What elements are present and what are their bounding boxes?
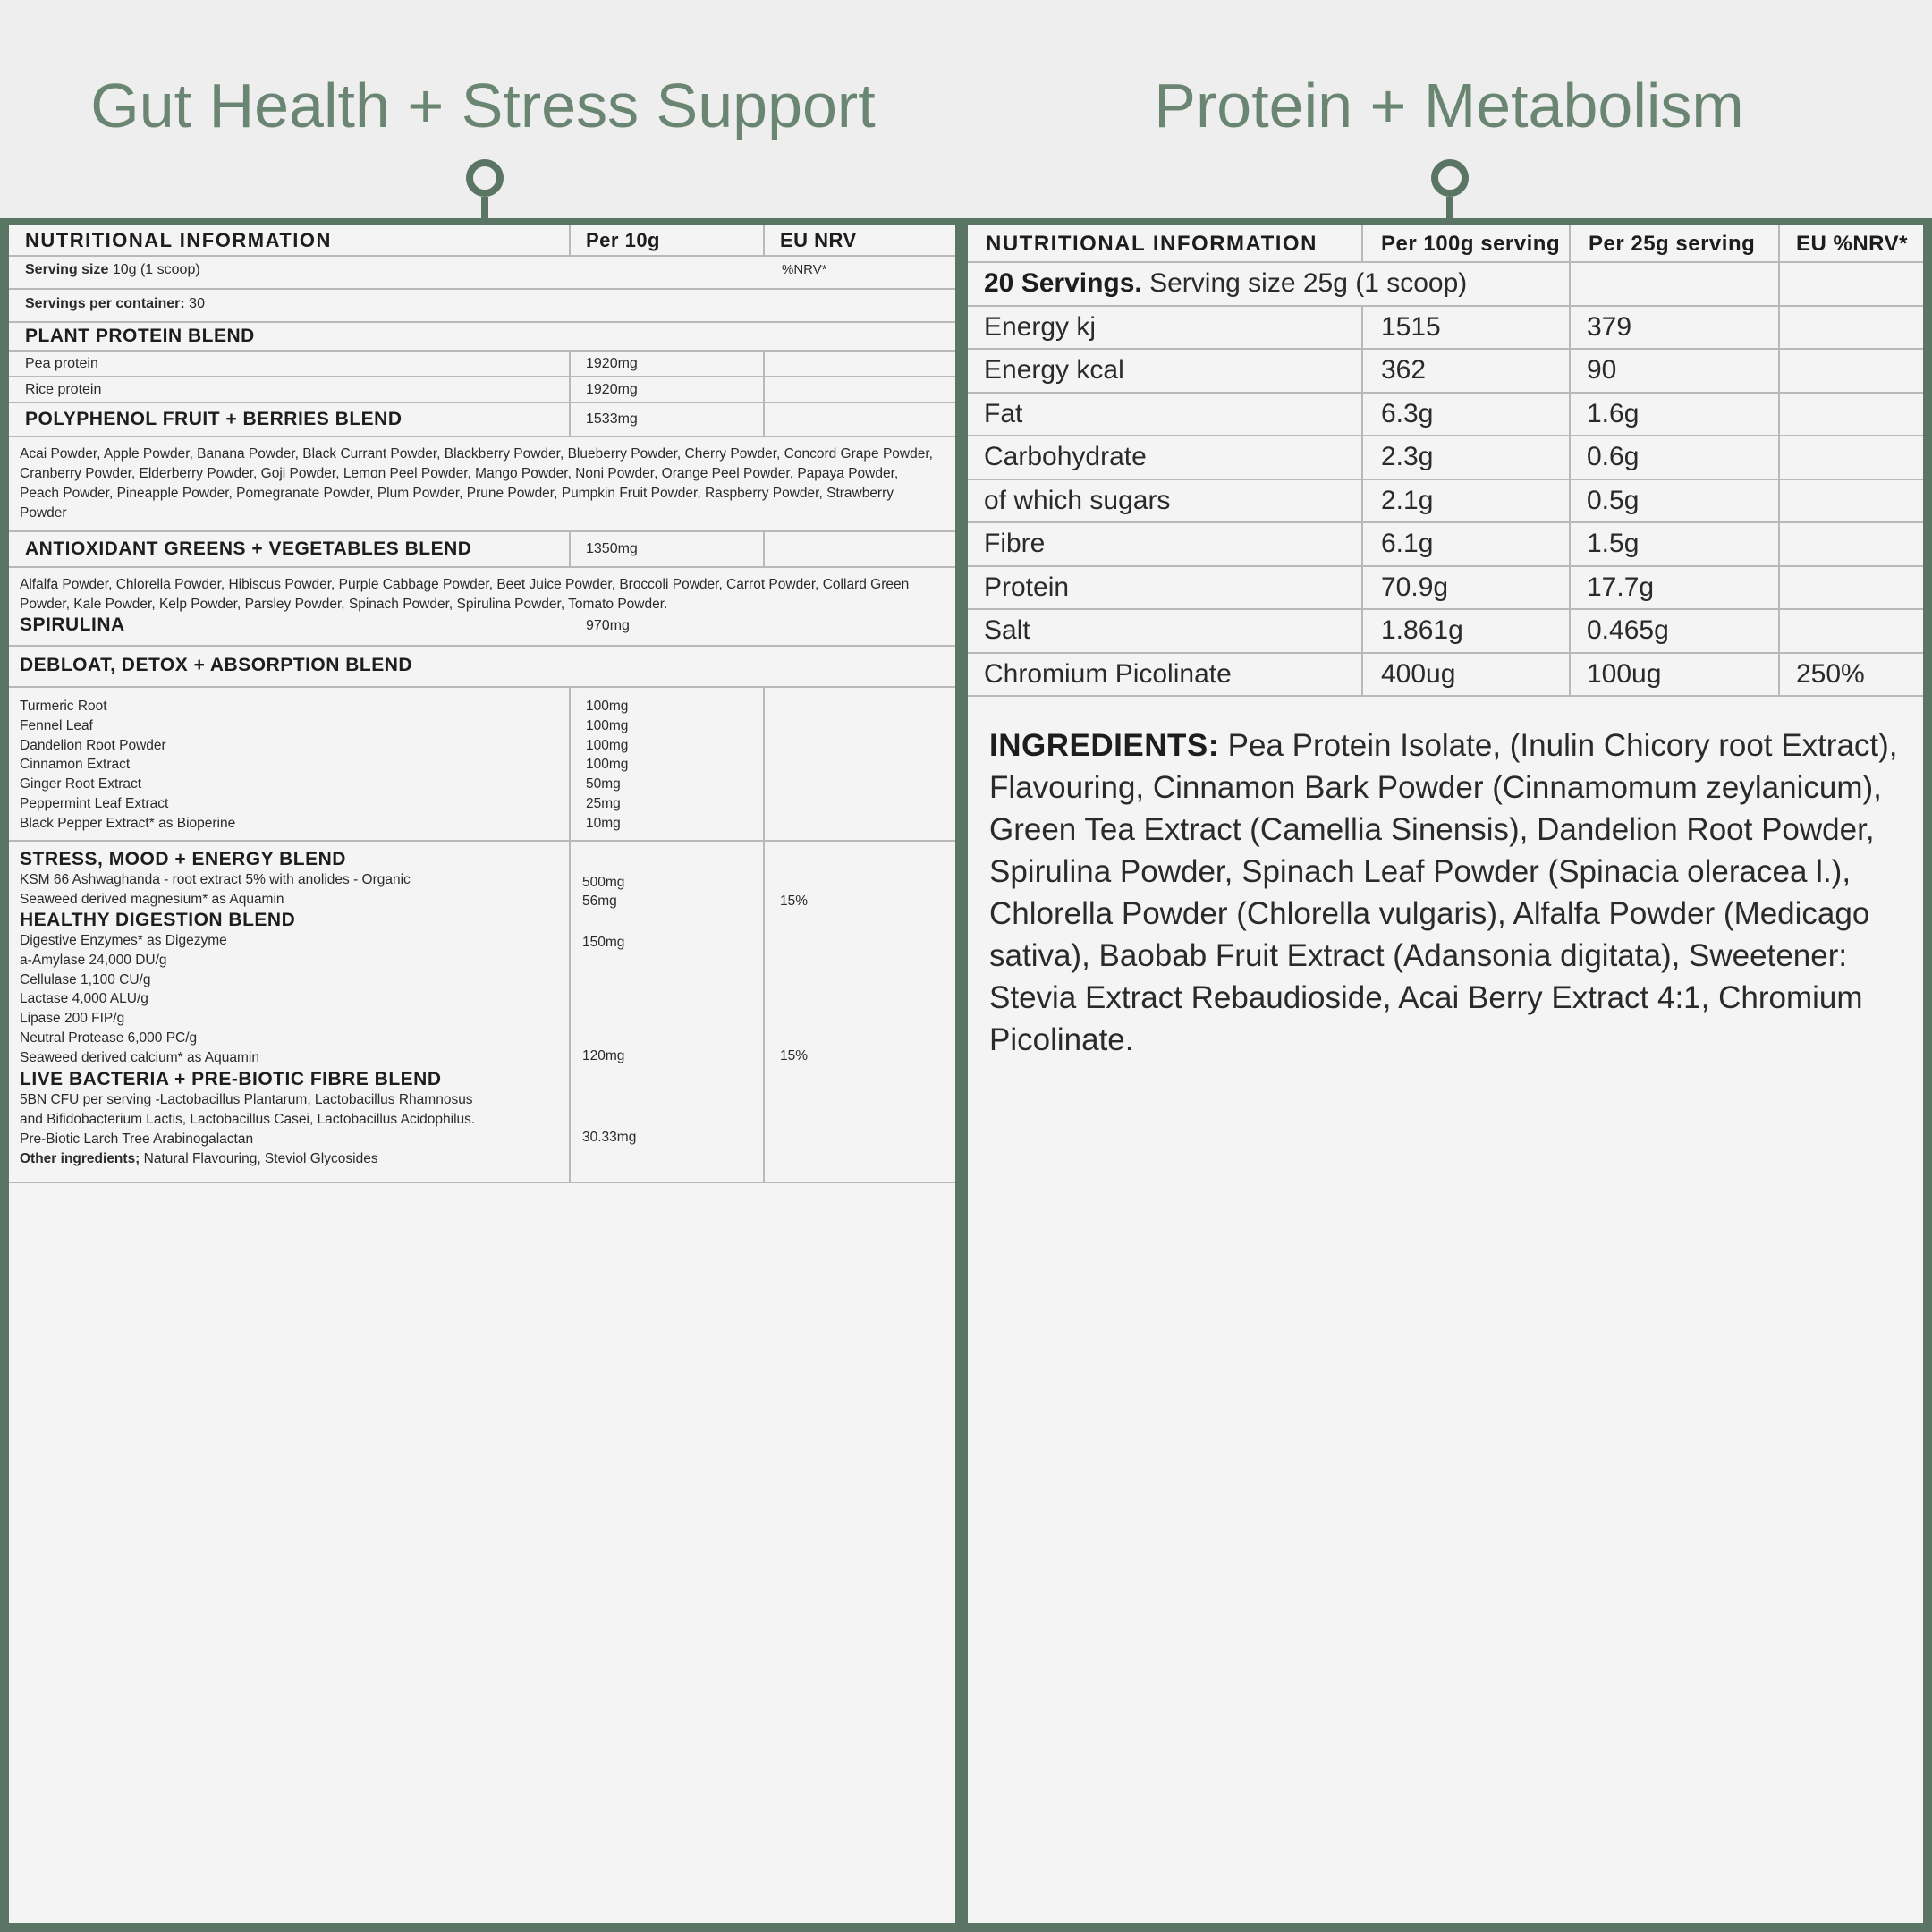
table-row xyxy=(968,436,1923,480)
nutrient-name: Energy kj xyxy=(984,311,1097,342)
debloat-item-names xyxy=(20,697,235,834)
per-25g-value: 0.6g xyxy=(1587,442,1640,471)
debloat-title: DEBLOAT, DETOX + ABSORPTION BLEND xyxy=(20,655,413,675)
gut-health-nutrition-table xyxy=(9,225,955,1183)
nrv-value: 250% xyxy=(1796,658,1865,689)
header-per-100g: Per 100g serving xyxy=(1381,232,1561,256)
bacteria-line-3: Pre-Biotic Larch Tree Arabinogalactan xyxy=(20,1131,254,1147)
stress-title: STRESS, MOOD + ENERGY BLEND xyxy=(20,849,346,869)
per-100g-value: 2.3g xyxy=(1381,442,1434,471)
per-25g-value: 0.465g xyxy=(1587,615,1669,645)
supplement-blends-row xyxy=(9,842,955,1183)
per-25g-value: 0.5g xyxy=(1587,485,1640,515)
list-item: 50mg xyxy=(586,776,621,792)
per-25g-value: 90 xyxy=(1587,355,1617,385)
label-frame xyxy=(0,218,1932,1932)
nutrient-name: Chromium Picolinate xyxy=(984,658,1232,689)
enzymes-amount: 150mg xyxy=(582,935,625,950)
protein-metabolism-label xyxy=(968,225,1923,1923)
list-item: Peppermint Leaf Extract xyxy=(20,795,169,811)
table-header xyxy=(9,225,955,257)
greens-row xyxy=(9,532,955,568)
greens-amount: 1350mg xyxy=(586,541,638,556)
per-25g-value: 100ug xyxy=(1587,658,1662,689)
serving-size-label: Serving size xyxy=(25,262,109,277)
serving-size xyxy=(25,262,200,278)
list-item: Fennel Leaf xyxy=(20,717,93,733)
bacteria-title: LIVE BACTERIA + PRE-BIOTIC FIBRE BLEND xyxy=(20,1069,442,1089)
plant-protein-title: PLANT PROTEIN BLEND xyxy=(25,326,255,346)
list-item: 100mg xyxy=(586,737,629,753)
list-item: Lactase 4,000 ALU/g xyxy=(20,991,148,1007)
nutrient-name: Fat xyxy=(984,398,1023,428)
other-ingredients xyxy=(20,1149,378,1169)
servings-count: 20 Servings. xyxy=(984,268,1142,298)
per-100g-value: 6.3g xyxy=(1381,398,1434,428)
polyphenol-row xyxy=(9,403,955,437)
per-100g-value: 2.1g xyxy=(1381,485,1434,515)
list-item: Black Pepper Extract* as Bioperine xyxy=(20,815,236,831)
protein-nutrition-table xyxy=(968,225,1923,697)
table-row xyxy=(968,567,1923,611)
other-ingredients-label: Other ingredients; xyxy=(20,1151,140,1166)
gut-health-label xyxy=(9,225,955,1923)
list-item: 25mg xyxy=(586,795,621,811)
per-100g-value: 362 xyxy=(1381,355,1427,385)
ingredients-label: INGREDIENTS: xyxy=(989,728,1219,763)
list-item: 10mg xyxy=(586,815,621,831)
pin-stem-left xyxy=(481,197,488,220)
per-25g-value: 17.7g xyxy=(1587,572,1655,602)
per-25g-value: 1.5g xyxy=(1587,529,1640,558)
calcium-nrv: 15% xyxy=(780,1048,809,1063)
pin-icon-right xyxy=(1431,159,1469,197)
servings-row xyxy=(9,290,955,323)
list-item: Digestive Enzymes* as Digezyme xyxy=(20,933,227,948)
nutrient-name: Protein xyxy=(984,572,1070,602)
table-row xyxy=(968,654,1923,698)
list-item: Cinnamon Extract xyxy=(20,757,131,773)
list-item: a-Amylase 24,000 DU/g xyxy=(20,952,167,968)
header-nutritional-information: NUTRITIONAL INFORMATION xyxy=(986,232,1318,256)
nutrient-name: Carbohydrate xyxy=(984,442,1147,471)
headline-gut-health: Gut Health + Stress Support xyxy=(90,71,876,140)
header-nutritional-information: NUTRITIONAL INFORMATION xyxy=(25,229,332,251)
table-row xyxy=(9,377,955,403)
magnesium-amount: 56mg xyxy=(582,894,617,909)
ingredients-block xyxy=(989,724,1911,1061)
per-100g-value: 1.861g xyxy=(1381,615,1463,645)
arabinogalactan-amount: 30.33mg xyxy=(582,1130,637,1145)
rice-protein-label: Rice protein xyxy=(25,382,102,397)
digestion-lines xyxy=(20,931,259,1068)
plant-protein-row xyxy=(9,323,955,352)
list-item: Turmeric Root xyxy=(20,699,107,714)
per-100g-value: 400ug xyxy=(1381,658,1456,689)
stress-line-ashwagandha: KSM 66 Ashwaghanda - root extract 5% with anolides - Organic xyxy=(20,872,411,887)
bacteria-line-2: and Bifidobacterium Lactis, Lactobacillus Casei, Lactobacillus Acidophilus. xyxy=(20,1112,476,1127)
servings-info xyxy=(984,263,1467,304)
list-item: Cellulase 1,100 CU/g xyxy=(20,971,151,987)
polyphenol-title: POLYPHENOL FRUIT + BERRIES BLEND xyxy=(25,409,402,429)
digestion-title: HEALTHY DIGESTION BLEND xyxy=(20,910,296,930)
spirulina-label: SPIRULINA xyxy=(20,614,125,635)
nutrient-rows xyxy=(968,307,1923,698)
serving-size-value: 10g (1 scoop) xyxy=(112,262,200,277)
per-25g-value: 379 xyxy=(1587,311,1632,342)
ashwagandha-amount: 500mg xyxy=(582,875,625,890)
per-100g-value: 6.1g xyxy=(1381,529,1434,558)
table-row xyxy=(968,523,1923,567)
header-eu-nrv: EU %NRV* xyxy=(1796,232,1908,256)
other-ingredients-value: Natural Flavouring, Steviol Glycosides xyxy=(143,1151,378,1166)
table-row xyxy=(968,350,1923,394)
serving-size: Serving size 25g (1 scoop) xyxy=(1149,268,1468,298)
list-item: Neutral Protease 6,000 PC/g xyxy=(20,1030,198,1046)
table-row xyxy=(968,394,1923,437)
servings-label: Servings per container: xyxy=(25,296,185,311)
list-item: 100mg xyxy=(586,717,629,733)
debloat-row xyxy=(9,647,955,688)
polyphenol-ingredients-row xyxy=(9,437,955,532)
list-item: Lipase 200 FIP/g xyxy=(20,1011,125,1027)
table-row xyxy=(968,480,1923,524)
servings-per-container xyxy=(25,296,205,312)
servings-value: 30 xyxy=(189,296,205,311)
nutrient-name: Fibre xyxy=(984,529,1046,558)
servings-row xyxy=(968,263,1923,307)
nutrient-name: Salt xyxy=(984,615,1030,645)
nutrient-name: of which sugars xyxy=(984,485,1171,515)
headline-protein: Protein + Metabolism xyxy=(1154,71,1744,140)
list-item: Dandelion Root Powder xyxy=(20,737,166,753)
pin-icon-left xyxy=(466,159,504,197)
nutrient-name: Energy kcal xyxy=(984,355,1124,385)
polyphenol-ingredients: Acai Powder, Apple Powder, Banana Powder, Black Currant Powder, Blackberry Powder, Blueberry Powder, Cherry Powder, Concord Grape Powder, Cranberry Powder, Elderberry Powder, Goji Powder, Lemon Peel Powder, Mango Powder, Noni Powder, Orange Peel Powder, Papaya Powder, Peach Powder, Pineapple Powder, Pomegranate Powder, Plum Powder, Prune Powder, Pumpkin Fruit Powder, Raspberry Powder, Strawberry Powder xyxy=(20,446,933,521)
table-row xyxy=(968,610,1923,654)
header-per-10g: Per 10g xyxy=(586,229,660,251)
nrv-note: %NRV* xyxy=(782,262,827,277)
table-row xyxy=(9,352,955,377)
table-row xyxy=(968,307,1923,351)
greens-ingredients: Alfalfa Powder, Chlorella Powder, Hibiscus Powder, Purple Cabbage Powder, Beet Juice Powder, Broccoli Powder, Carrot Powder, Collard Green Powder, Kale Powder, Kelp Powder, Parsley Powder, Spinach Powder, Spirulina Powder, Tomato Powder. xyxy=(20,577,910,612)
list-item: Ginger Root Extract xyxy=(20,776,142,792)
pea-protein-amount: 1920mg xyxy=(586,356,638,371)
greens-ingredients-row xyxy=(9,568,955,647)
calcium-amount: 120mg xyxy=(582,1048,625,1063)
header-per-25g: Per 25g serving xyxy=(1589,232,1756,256)
header-eu-nrv: EU NRV xyxy=(780,229,857,251)
per-100g-value: 1515 xyxy=(1381,311,1441,342)
magnesium-nrv: 15% xyxy=(780,894,809,909)
debloat-items-row xyxy=(9,688,955,842)
serving-size-row xyxy=(9,257,955,290)
table-header xyxy=(968,225,1923,263)
per-100g-value: 70.9g xyxy=(1381,572,1449,602)
greens-title: ANTIOXIDANT GREENS + VEGETABLES BLEND xyxy=(25,538,472,559)
pea-protein-label: Pea protein xyxy=(25,356,98,371)
pin-stem-right xyxy=(1446,197,1453,220)
rice-protein-amount: 1920mg xyxy=(586,382,638,397)
stress-line-magnesium: Seaweed derived magnesium* as Aquamin xyxy=(20,892,284,907)
bacteria-line-1: 5BN CFU per serving -Lactobacillus Plantarum, Lactobacillus Rhamnosus xyxy=(20,1092,473,1107)
list-item: 100mg xyxy=(586,699,629,714)
list-item: 100mg xyxy=(586,757,629,773)
debloat-item-amounts xyxy=(586,697,628,834)
polyphenol-amount: 1533mg xyxy=(586,411,638,427)
spirulina-amount: 970mg xyxy=(586,618,630,633)
per-25g-value: 1.6g xyxy=(1587,398,1640,428)
ingredients-text: Pea Protein Isolate, (Inulin Chicory root Extract), Flavouring, Cinnamon Bark Powder (Cinnamomum zeylanicum), Green Tea Extract (Camellia Sinensis), Dandelion Root Powder, Spirulina Powder, Spinach Leaf Powder (Spinacia oleracea l.), Chlorella Powder (Chlorella vulgaris), Alfalfa Powder (Medicago sativa), Baobab Fruit Extract (Adansonia digitata), Sweetener: Stevia Extract Rebaudioside, Acai Berry Extract 4:1, Chromium Picolinate. xyxy=(989,728,1898,1057)
list-item: Seaweed derived calcium* as Aquamin xyxy=(20,1049,259,1065)
